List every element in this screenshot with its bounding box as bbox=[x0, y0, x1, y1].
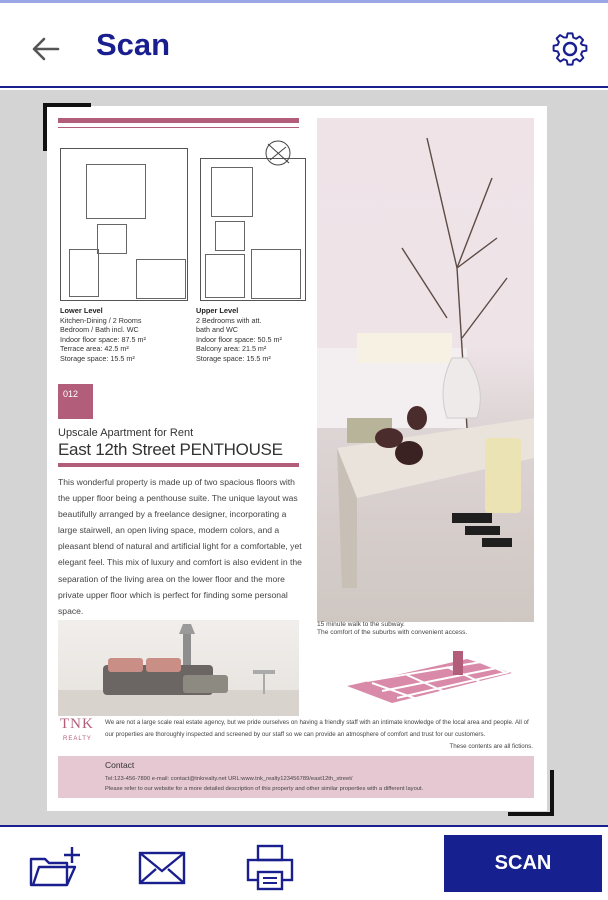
fiction-note: These contents are all fictions. bbox=[449, 743, 533, 750]
title-rule bbox=[58, 127, 299, 128]
living-room-photo bbox=[58, 620, 299, 716]
page-title: Scan bbox=[96, 27, 171, 62]
arrow-left-icon[interactable] bbox=[28, 31, 64, 67]
about-text: We are not a large scale real estate agency, but we pride ourselves on having a friendly staff with an intimate knowledge of the local area and people. All of our properties are thoroughly inspected and screened by our staff so we can provide an atmosphere of comfort and trust for our customers. These contents are all fictions. bbox=[105, 717, 533, 753]
contact-box bbox=[58, 756, 534, 798]
map-note: 15 minute walk to the subway. The comfort of the suburbs with convenient access. bbox=[317, 621, 468, 637]
upper-level-spec: Upper Level 2 Bedrooms with att. bath and WC Indoor floor space: 50.5 m² Balcony area: 21.5 m² Storage space: 15.5 m² bbox=[196, 306, 282, 363]
contact-title: Contact bbox=[105, 760, 135, 770]
listing-headline: East 12th Street PENTHOUSE bbox=[58, 440, 283, 459]
scan-preview-area bbox=[0, 90, 608, 825]
crop-handle-bottom-right[interactable] bbox=[508, 770, 554, 816]
gear-icon[interactable] bbox=[550, 29, 590, 69]
listing-number-badge: 012 bbox=[58, 384, 93, 419]
envelope-icon[interactable] bbox=[138, 850, 186, 886]
compass-icon bbox=[262, 138, 296, 170]
listing-subtitle: Upscale Apartment for Rent bbox=[58, 427, 194, 439]
printer-icon[interactable] bbox=[246, 844, 294, 892]
crop-handle-top-left[interactable] bbox=[43, 103, 91, 151]
listing-description: This wonderful property is made up of two spacious floors with the upper floor being a penthouse suite. The unique layout was beautifully arranged by a freelance designer, incorporating a large stairwell, an open living space, modern colors, and a pleasant blend of natural and artificial light for a comfortable, yet elegant feel. This mix of luxury and comfort is also evident in the separation of the living area on the lower floor and the more private upper floor which is perfect for finding some personal space. bbox=[58, 477, 302, 616]
interior-photo bbox=[317, 118, 534, 622]
neighborhood-map bbox=[337, 651, 517, 706]
title-bar bbox=[58, 118, 299, 123]
upper-floor-plan bbox=[200, 158, 306, 301]
scanned-document bbox=[47, 106, 547, 811]
app-header bbox=[0, 3, 608, 88]
lower-level-spec: Lower Level Kitchen-Dining / 2 Rooms Bedroom / Bath incl. WC Indoor floor space: 87.5 m² Terrace area: 42.5 m² Storage space: 15.5 m² bbox=[60, 306, 146, 363]
tnk-realty-logo: TNK REALTY bbox=[60, 716, 94, 742]
scan-button[interactable]: SCAN bbox=[444, 835, 602, 892]
lower-floor-plan bbox=[60, 148, 188, 301]
contact-details: Tel:123-456-7890 e-mail: contact@tnkrealty.net URL:www.tnk_realty123456789/east12th_street/ Please refer to our website for a more detailed description of this property and other similar properties with a different layout. bbox=[105, 776, 424, 792]
folder-plus-icon[interactable] bbox=[28, 845, 80, 889]
headline-rule bbox=[58, 463, 299, 467]
